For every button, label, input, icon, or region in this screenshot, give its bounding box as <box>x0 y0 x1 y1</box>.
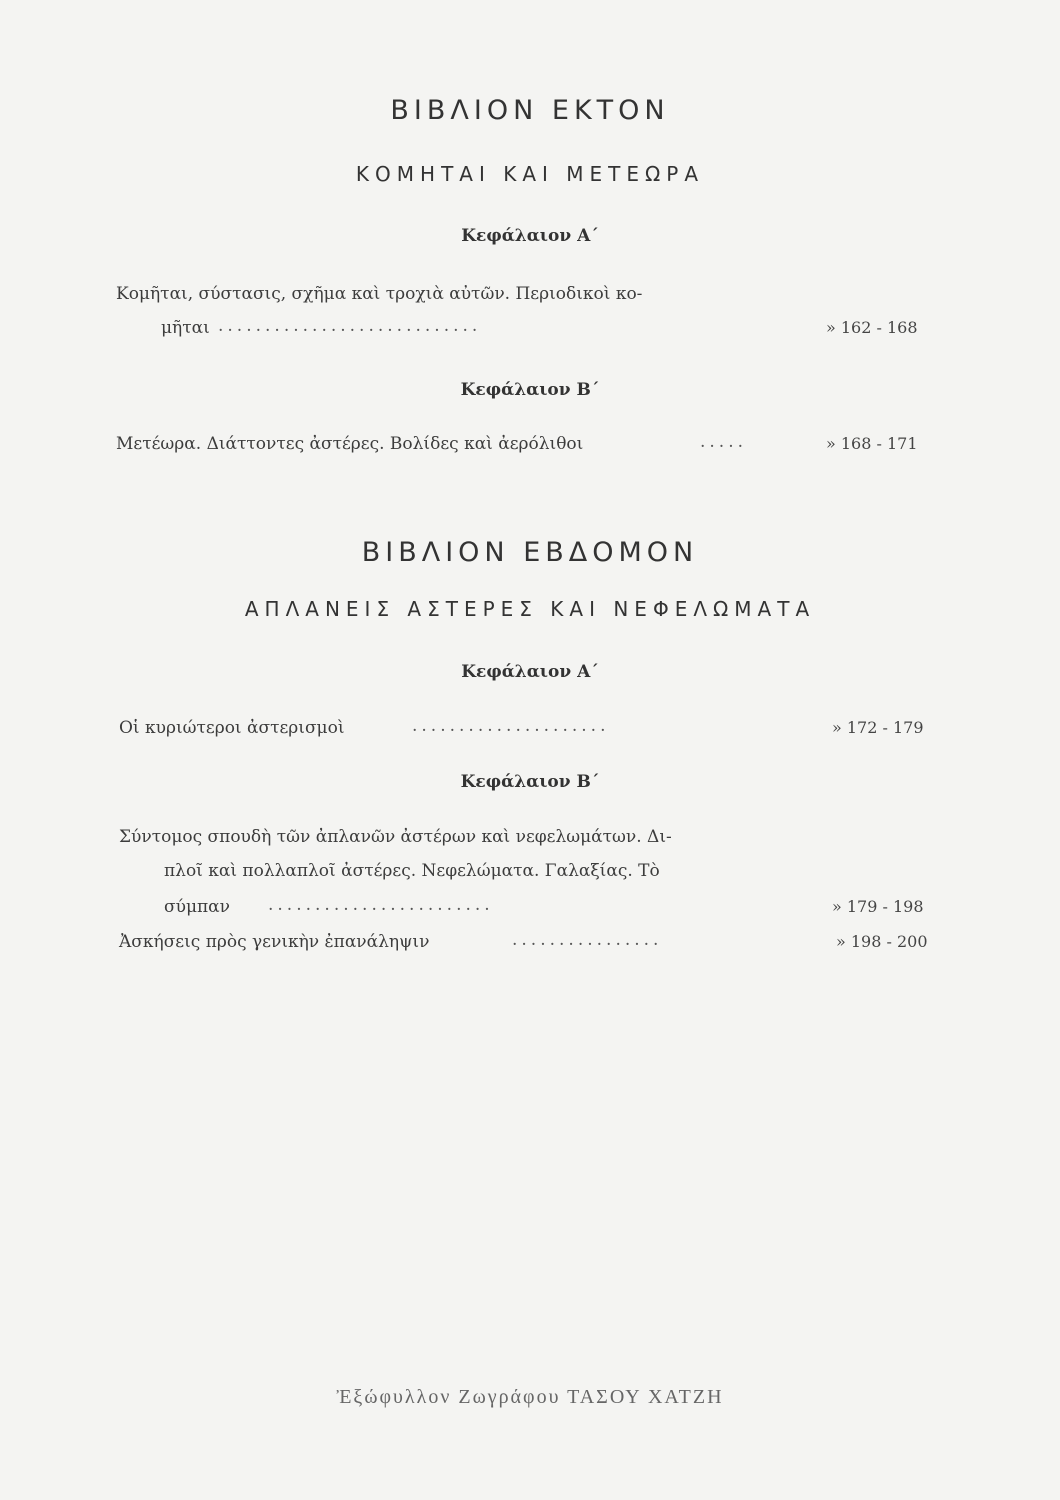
book6-entry-b-pages: » 168 - 171 <box>826 434 918 453</box>
book6-entry-b-line1: Μετέωρα. Διάττοντες ἀστέρες. Βολίδες καὶ ἀερόλιθοι <box>116 434 584 454</box>
leader-dots: ........................ <box>268 895 494 915</box>
book7-subtitle: ΑΠΛΑΝΕΙΣ ΑΣΤΕΡΕΣ ΚΑΙ ΝΕΦΕΛΩΜΑΤΑ <box>244 597 816 621</box>
leader-dots: ..................... <box>412 716 610 736</box>
book6-entry-a-line1: Κομῆται, σύστασις, σχῆμα καὶ τροχιὰ αὐτῶν. Περιοδικοὶ κο- <box>116 284 643 304</box>
book7-entry-b-line1: Σύντομος σπουδὴ τῶν ἀπλανῶν ἀστέρων καὶ νεφελωμάτων. Δι- <box>119 827 672 847</box>
leader-dots: ..... <box>700 432 748 452</box>
book7-entry-a-line1: Οἱ κυριώτεροι ἀστερισμοὶ <box>119 718 345 738</box>
book6-subtitle: ΚΟΜΗΤΑΙ ΚΑΙ ΜΕΤΕΩΡΑ <box>355 162 705 186</box>
book6-entry-a-pages: » 162 - 168 <box>826 318 918 337</box>
book7-chapter-a-heading: Κεφάλαιον Α΄ <box>461 662 599 682</box>
book7-entry-b-pages: » 179 - 198 <box>832 897 924 916</box>
cover-artist-credit: Ἐξώφυλλον Ζωγράφου ΤΑΣΟΥ ΧΑΤΖΗ <box>336 1386 724 1408</box>
book6-title: ΒΙΒΛΙΟΝ ΕΚΤΟΝ <box>390 95 670 126</box>
book7-title: ΒΙΒΛΙΟΝ ΕΒΔΟΜΟΝ <box>361 537 699 568</box>
book6-chapter-b-heading: Κεφάλαιον Β΄ <box>460 380 600 400</box>
book7-entry-c-line1: Ἀσκήσεις πρὸς γενικὴν ἐπανάληψιν <box>119 932 430 952</box>
book7-entry-b-line2: πλοῖ καὶ πολλαπλοῖ ἀστέρες. Νεφελώματα. Γαλαξίας. Τὸ <box>164 861 660 881</box>
leader-dots: ............................ <box>218 316 482 336</box>
book6-entry-a-line2: μῆται <box>161 318 210 338</box>
book7-entry-b-line3: σύμπαν <box>164 897 230 917</box>
leader-dots: ................ <box>512 930 663 950</box>
book7-chapter-b-heading: Κεφάλαιον Β΄ <box>460 772 600 792</box>
book7-entry-c-pages: » 198 - 200 <box>836 932 928 951</box>
book7-entry-a-pages: » 172 - 179 <box>832 718 924 737</box>
book6-chapter-a-heading: Κεφάλαιον Α΄ <box>461 226 599 246</box>
